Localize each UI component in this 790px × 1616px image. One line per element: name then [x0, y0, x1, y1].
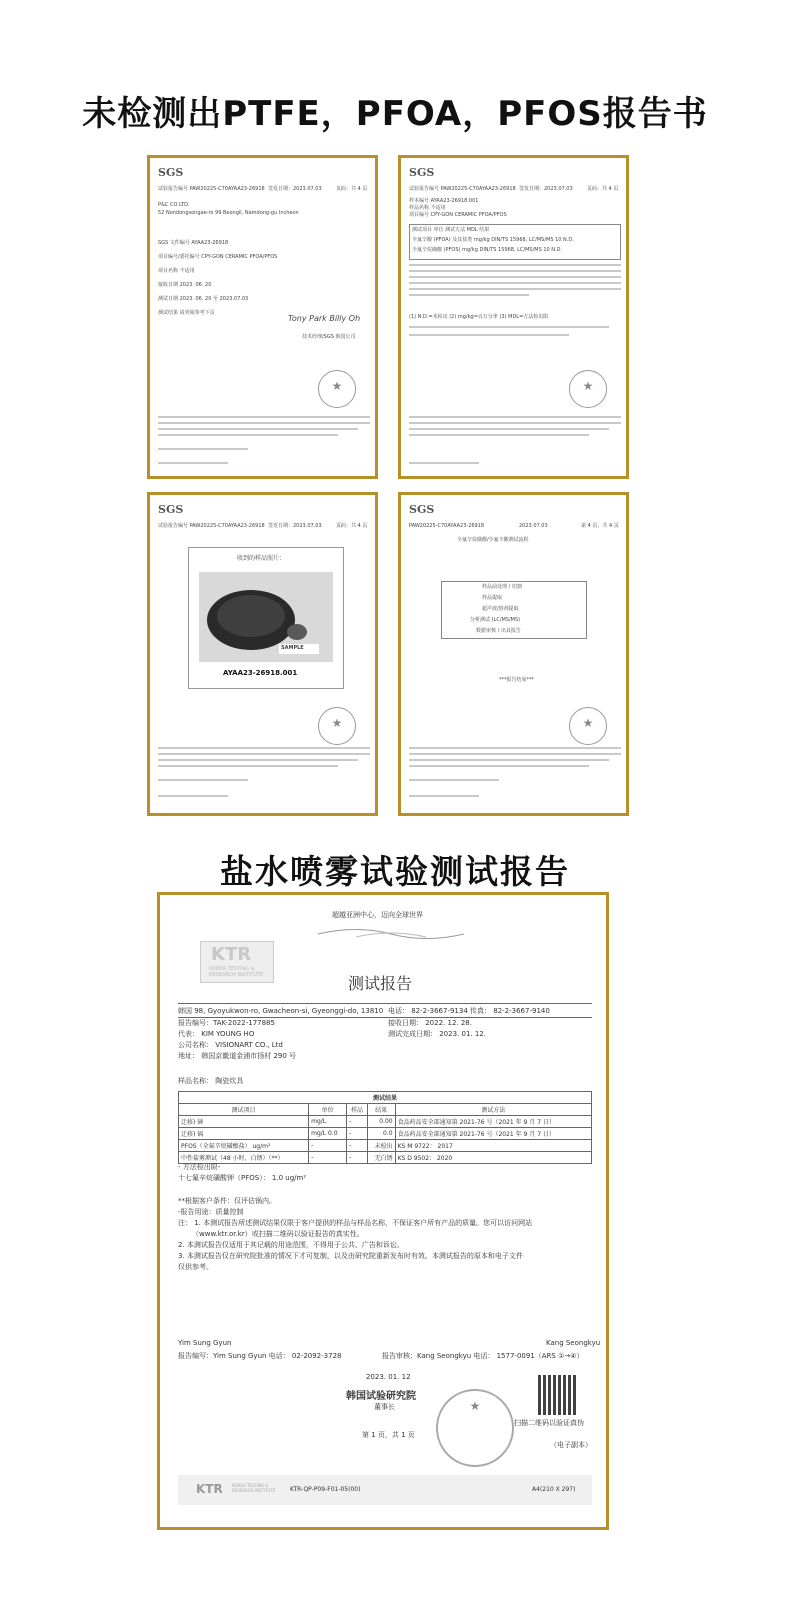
field-row: 样品名称 不适用	[409, 205, 446, 211]
sample-photo-frame	[188, 547, 344, 689]
receipt-date: 接收日期： 2022. 12. 28.	[388, 1019, 472, 1027]
sample-label: SAMPLE	[281, 645, 304, 651]
page-number: 第 1 页，共 1 页	[362, 1431, 415, 1439]
photo-caption: 收到的样品照片：	[237, 555, 286, 562]
report-number: 试验报告编号 PAW20225-C70AYAA23-26918	[409, 186, 516, 192]
flow-step: 样品提取	[482, 595, 503, 601]
report-date: 签发日期：2023.07.03	[268, 186, 322, 192]
form-code: KTR-QP-P09-F01-05(00)	[290, 1486, 361, 1493]
lab-name: 技术经理/SGS 韩国公司	[302, 334, 356, 340]
results-table	[409, 224, 621, 260]
sgs-seal-icon	[569, 707, 607, 745]
footer-text-block	[158, 753, 370, 755]
institute-name: 韩国试验研究院	[346, 1391, 416, 1402]
heading-pfas-report: 未检测出PTFE，PFOA，PFOS报告书	[82, 94, 708, 134]
footer-text-block	[158, 422, 370, 424]
report-date: 签发日期：2023.07.03	[519, 186, 573, 192]
remarks-text	[409, 282, 621, 284]
sgs-report-page-2	[398, 155, 629, 479]
process-flow-table	[441, 581, 587, 639]
note-line: 注： 1. 本测试报告所述测试结果仅限于客户提供的样品与样品名称，不保证客户所有产品的质量。您可以访问网站	[178, 1219, 533, 1227]
company-address: 52 Nondongsongae-ro 99 Beongil, Namdong-gu Incheon	[158, 210, 299, 216]
report-page: 页码：共 4 页	[336, 523, 368, 529]
frying-pan-photo	[199, 572, 333, 662]
table-row: PFOS（全氟辛烷磺酸盐） ug/m² - - 未检出 KS M 9722： 2017	[179, 1140, 592, 1152]
footer-ktr-logo: KTR	[196, 1482, 223, 1496]
footer-text-block	[158, 795, 228, 797]
flow-title: 全氟辛烷磺酸/全氟辛酸测试流程	[457, 537, 529, 543]
footer-text-block	[409, 753, 621, 755]
remarks-text	[409, 264, 621, 266]
remarks-text	[409, 326, 609, 328]
footer-text-block	[158, 448, 248, 450]
footer-text-block	[158, 765, 338, 767]
report-number: 试验报告编号 PAW20225-C70AYAA23-26918	[158, 523, 265, 529]
method-limit-title: - 方法检出限-	[178, 1163, 221, 1171]
note-line: 2. 本测试报告仅适用于其记载的用途范围，不得用于公共、广告和诉讼。	[178, 1241, 404, 1249]
table-row: 迁移) 镉 mg/L 0.0 - 0.0 食品药品安全部通知第 2021-76 号（2021 年 9 月 7 日）	[179, 1128, 592, 1140]
flow-step: 超声波/溶剂提取	[482, 606, 519, 612]
approver-signature: Kang Seongkyu	[546, 1339, 601, 1347]
footer-text-block	[409, 795, 479, 797]
report-number: 报告编号：TAK-2022-177885	[178, 1019, 275, 1027]
footer-text-block	[409, 416, 621, 418]
address-row: 韩国 98, Gyoyukwon-ro, Gwacheon-si, Gyeonggi-do, 13810	[178, 1007, 384, 1015]
report-purpose: -报告用途：质量控制	[178, 1208, 244, 1216]
field-row: 项目名称 不适用	[158, 268, 195, 274]
footer-text-block	[158, 779, 248, 781]
footer-text-block	[409, 462, 479, 464]
qr-verify-note: 扫描二维码以验证真伪	[514, 1419, 584, 1427]
field-row: SGS 文件编号 AYAA23-26918	[158, 240, 229, 246]
footer-institute-text: KOREA TESTING & RESEARCH INSTITUTE	[232, 1483, 276, 1493]
ktr-test-report	[157, 892, 609, 1530]
note-line: 3. 本测试报告仅在研究院批准的情况下才可复制，以及由研究院重新发布时有效。本测试报告的原本和电子文件	[178, 1252, 523, 1260]
sgs-logo: SGS	[409, 166, 435, 179]
report-page: 页码：共 4 页	[336, 186, 368, 192]
writer-signature: Yim Sung Gyun	[178, 1339, 232, 1347]
ktr-watermark-logo: KTR KOREA TESTING & RESEARCH INSTITUTE	[200, 941, 274, 983]
footer-text-block	[158, 759, 358, 761]
company-name: 公司名称： VISIONART CO., Ltd	[178, 1041, 283, 1049]
ktr-official-seal-icon	[436, 1389, 514, 1467]
representative: 代表： KIM YOUNG HO	[178, 1030, 255, 1038]
sgs-report-page-3	[147, 492, 378, 816]
col-header: 样品	[347, 1104, 368, 1116]
table-row: 中性盐雾测试（48 小时，白锈）（**） - - 无白锈 KS D 9502： 2020	[179, 1152, 592, 1164]
footer-text-block	[158, 747, 370, 749]
remarks-text	[409, 276, 621, 278]
flow-step: 数据审核 / 出具报告	[476, 628, 521, 634]
footer-text-block	[409, 779, 499, 781]
note-line: 仅供参考。	[178, 1263, 213, 1271]
table-row: 迁移) 砷 mg/L - 0.00 食品药品安全部通知第 2021-76 号（2021 年 9 月 7 日）	[179, 1116, 592, 1128]
sgs-logo: SGS	[158, 166, 184, 179]
report-page: 页码：共 4 页	[587, 186, 619, 192]
test-results-table	[178, 1091, 592, 1164]
divider	[178, 1003, 592, 1004]
field-row: 接收日期 2023. 06. 20	[158, 282, 212, 288]
field-row: 样本编号 AYAA23-26918.001	[409, 198, 479, 204]
issue-date: 2023. 01. 12	[366, 1373, 411, 1381]
report-writer: 报告编写：Yim Sung Gyun 电话： 02-2092-3728	[178, 1352, 342, 1360]
footer-text-block	[158, 428, 358, 430]
remarks-text	[409, 334, 569, 336]
footer-text-block	[409, 747, 621, 749]
ktr-tagline: 超越亚洲中心，迈向全球世界	[332, 911, 423, 919]
heading-salt-spray-report: 盐水喷雾试验测试报告	[220, 852, 570, 891]
footer-text-block	[409, 422, 621, 424]
paper-size: A4(210 X 297)	[532, 1486, 576, 1493]
flow-step: 样品前处理 / 切割	[482, 584, 522, 590]
report-date: 2023.07.03	[519, 523, 548, 529]
phone-row: 电话： 82-2-3667-9134 传真： 82-2-3667-9140	[388, 1007, 550, 1015]
field-row: 项目编号/委托编号 CPY-GON CERAMIC PFOA/PFOS	[158, 254, 278, 260]
field-row: 项目编号 CPY-GON CERAMIC PFOA/PFOS	[409, 212, 507, 218]
footer-text-block	[409, 765, 589, 767]
electronic-copy-label: （电子副本）	[550, 1441, 592, 1449]
table-title: 测试结果	[179, 1092, 592, 1104]
sgs-seal-icon	[318, 707, 356, 745]
sgs-report-page-4	[398, 492, 629, 816]
sgs-logo: SGS	[158, 503, 184, 516]
footer-text-block	[409, 434, 589, 436]
chairman-title: 董事长	[374, 1403, 395, 1411]
company-name: P&C CO LTD.	[158, 202, 190, 208]
note-line: （www.ktr.or.kr）或扫描二维码以验证报告的真实性。	[192, 1230, 364, 1238]
col-header: 结果	[367, 1104, 395, 1116]
notes: (1) N.D.=未检出 (2) mg/kg=百万分率 (3) MDL=方法检出限	[409, 314, 549, 320]
sgs-seal-icon	[318, 370, 356, 408]
footer-text-block	[158, 434, 338, 436]
report-page: 第 4 页，共 4 页	[581, 523, 619, 529]
footer-text-block	[158, 462, 228, 464]
sample-id: AYAA23-26918.001	[223, 669, 298, 677]
pfos-limit: 十七氟辛烷磺酸钾（PFOS）： 1.0 ug/m²	[178, 1174, 307, 1182]
footer-text-block	[409, 759, 609, 761]
report-date: 签发日期：2023.07.03	[268, 523, 322, 529]
table-row: 全氟辛酸 (PFOA) 及其盐类 mg/kg DIN/TS 15968, LC/MS/MS 10 N.D.	[412, 237, 574, 243]
report-number: PAW20225-C70AYAA23-26918	[409, 523, 485, 529]
flow-step: 分析测试 (LC/MS/MS)	[470, 617, 521, 623]
report-title: 测试报告	[348, 974, 413, 993]
footer-bar	[178, 1475, 592, 1505]
sample-name: 样品名称： 陶瓷炊具	[178, 1077, 244, 1085]
sgs-seal-icon	[569, 370, 607, 408]
completion-date: 测试完成日期： 2023. 01. 12.	[388, 1030, 486, 1038]
report-number: 试验报告编号 PAW20225-C70AYAA23-26918	[158, 186, 265, 192]
report-end-mark: ***报告结束***	[499, 677, 535, 683]
col-header: 单位	[309, 1104, 347, 1116]
qr-code-icon[interactable]	[538, 1375, 578, 1415]
field-row: 测试日期 2023. 06. 20 至 2023.07.03	[158, 296, 249, 302]
remarks-text	[409, 288, 621, 290]
table-row: 全氟辛烷磺酸 (PFOS) mg/kg DIN/TS 15968, LC/MS/MS 10 N.D.	[412, 247, 563, 253]
ornament-divider-icon	[316, 927, 466, 941]
remarks-text	[409, 270, 621, 272]
col-header: 测试项目	[179, 1104, 309, 1116]
divider	[178, 1017, 592, 1018]
col-header: 测试方法	[395, 1104, 591, 1116]
report-approver: 报告审核：Kang Seongkyu 电话： 1577-0091（ARS ①→④）	[382, 1352, 584, 1360]
table-header: 测试项目 单位 测试方法 MDL 结果	[412, 227, 490, 233]
field-row: 测试结果 请查阅参考下页	[158, 310, 215, 316]
remarks-text	[409, 294, 529, 296]
company-address: 地址： 韩国京畿道金浦市扬村 290 号	[178, 1052, 297, 1060]
footer-text-block	[158, 416, 370, 418]
sgs-report-page-1	[147, 155, 378, 479]
signatures: Tony Park Billy Oh	[288, 314, 361, 323]
footer-text-block	[409, 428, 609, 430]
sgs-logo: SGS	[409, 503, 435, 516]
client-condition: **根据客户条件：仅评估锅内。	[178, 1197, 276, 1205]
